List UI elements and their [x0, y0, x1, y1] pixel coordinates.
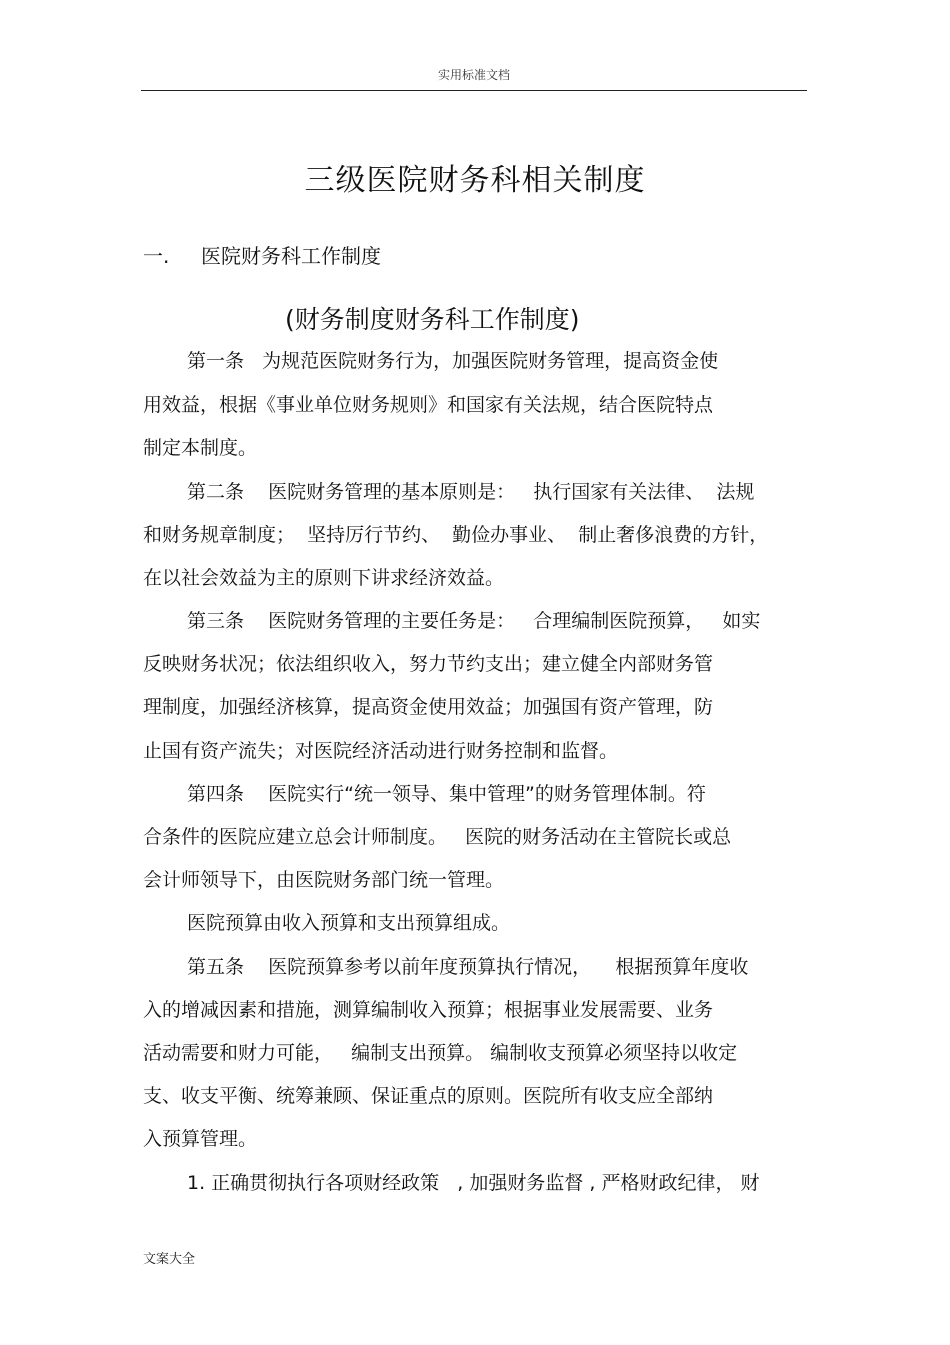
body-line: 1. 正确贯彻执行各项财经政策 , 加强财务监督 , 严格财政纪律， 财 — [187, 1172, 760, 1194]
body-line: 支、收支平衡、统筹兼顾、保证重点的原则。医院所有收支应全部纳 — [143, 1085, 714, 1107]
page-header: 实用标准文档 — [437, 68, 510, 82]
body-line: 医院预算由收入预算和支出预算组成。 — [187, 912, 511, 934]
body-line: 用效益，根据《事业单位财务规则》和国家有关法规，结合医院特点 — [143, 394, 714, 416]
body-line: 合条件的医院应建立总会计师制度。 医院的财务活动在主管院长或总 — [143, 826, 732, 848]
body-line: 第三条 医院财务管理的主要任务是： 合理编制医院预算， 如实 — [187, 610, 761, 632]
body-line: 反映财务状况；依法组织收入，努力节约支出；建立健全内部财务管 — [143, 653, 714, 675]
body-line: 制定本制度。 — [143, 437, 258, 459]
section-title: 医院财务科工作制度 — [201, 244, 381, 268]
body-line: 第二条 医院财务管理的基本原则是： 执行国家有关法律、 法规 — [187, 481, 755, 503]
body-line: 入的增减因素和措施，测算编制收入预算；根据事业发展需要、业务 — [143, 999, 714, 1021]
page-footer: 文案大全 — [143, 1252, 196, 1267]
body-line: 在以社会效益为主的原则下讲求经济效益。 — [143, 567, 505, 589]
body-line: 和财务规章制度； 坚持厉行节约、 勤俭办事业、 制止奢侈浪费的方针， — [143, 524, 769, 546]
header-divider — [141, 90, 807, 91]
section-heading — [143, 240, 381, 269]
body-line: 止国有资产流失；对医院经济活动进行财务控制和监督。 — [143, 740, 619, 762]
body-line: 活动需要和财力可能， 编制支出预算。 编制收支预算必须坚持以收定 — [143, 1042, 738, 1064]
body-line: 第一条 为规范医院财务行为，加强医院财务管理，提高资金使 — [187, 350, 719, 372]
body-line: 第四条 医院实行“统一领导、集中管理”的财务管理体制。符 — [187, 783, 706, 805]
section-number: 一. — [143, 244, 170, 268]
body-line: 理制度，加强经济核算，提高资金使用效益；加强国有资产管理，防 — [143, 696, 714, 718]
body-line: 入预算管理。 — [143, 1128, 258, 1150]
document-title: 三级医院财务科相关制度 — [304, 163, 646, 198]
document-subtitle: (财务制度财务科工作制度) — [285, 305, 580, 334]
body-line: 第五条 医院预算参考以前年度预算执行情况， 根据预算年度收 — [187, 956, 749, 978]
body-line: 会计师领导下，由医院财务部门统一管理。 — [143, 869, 505, 891]
